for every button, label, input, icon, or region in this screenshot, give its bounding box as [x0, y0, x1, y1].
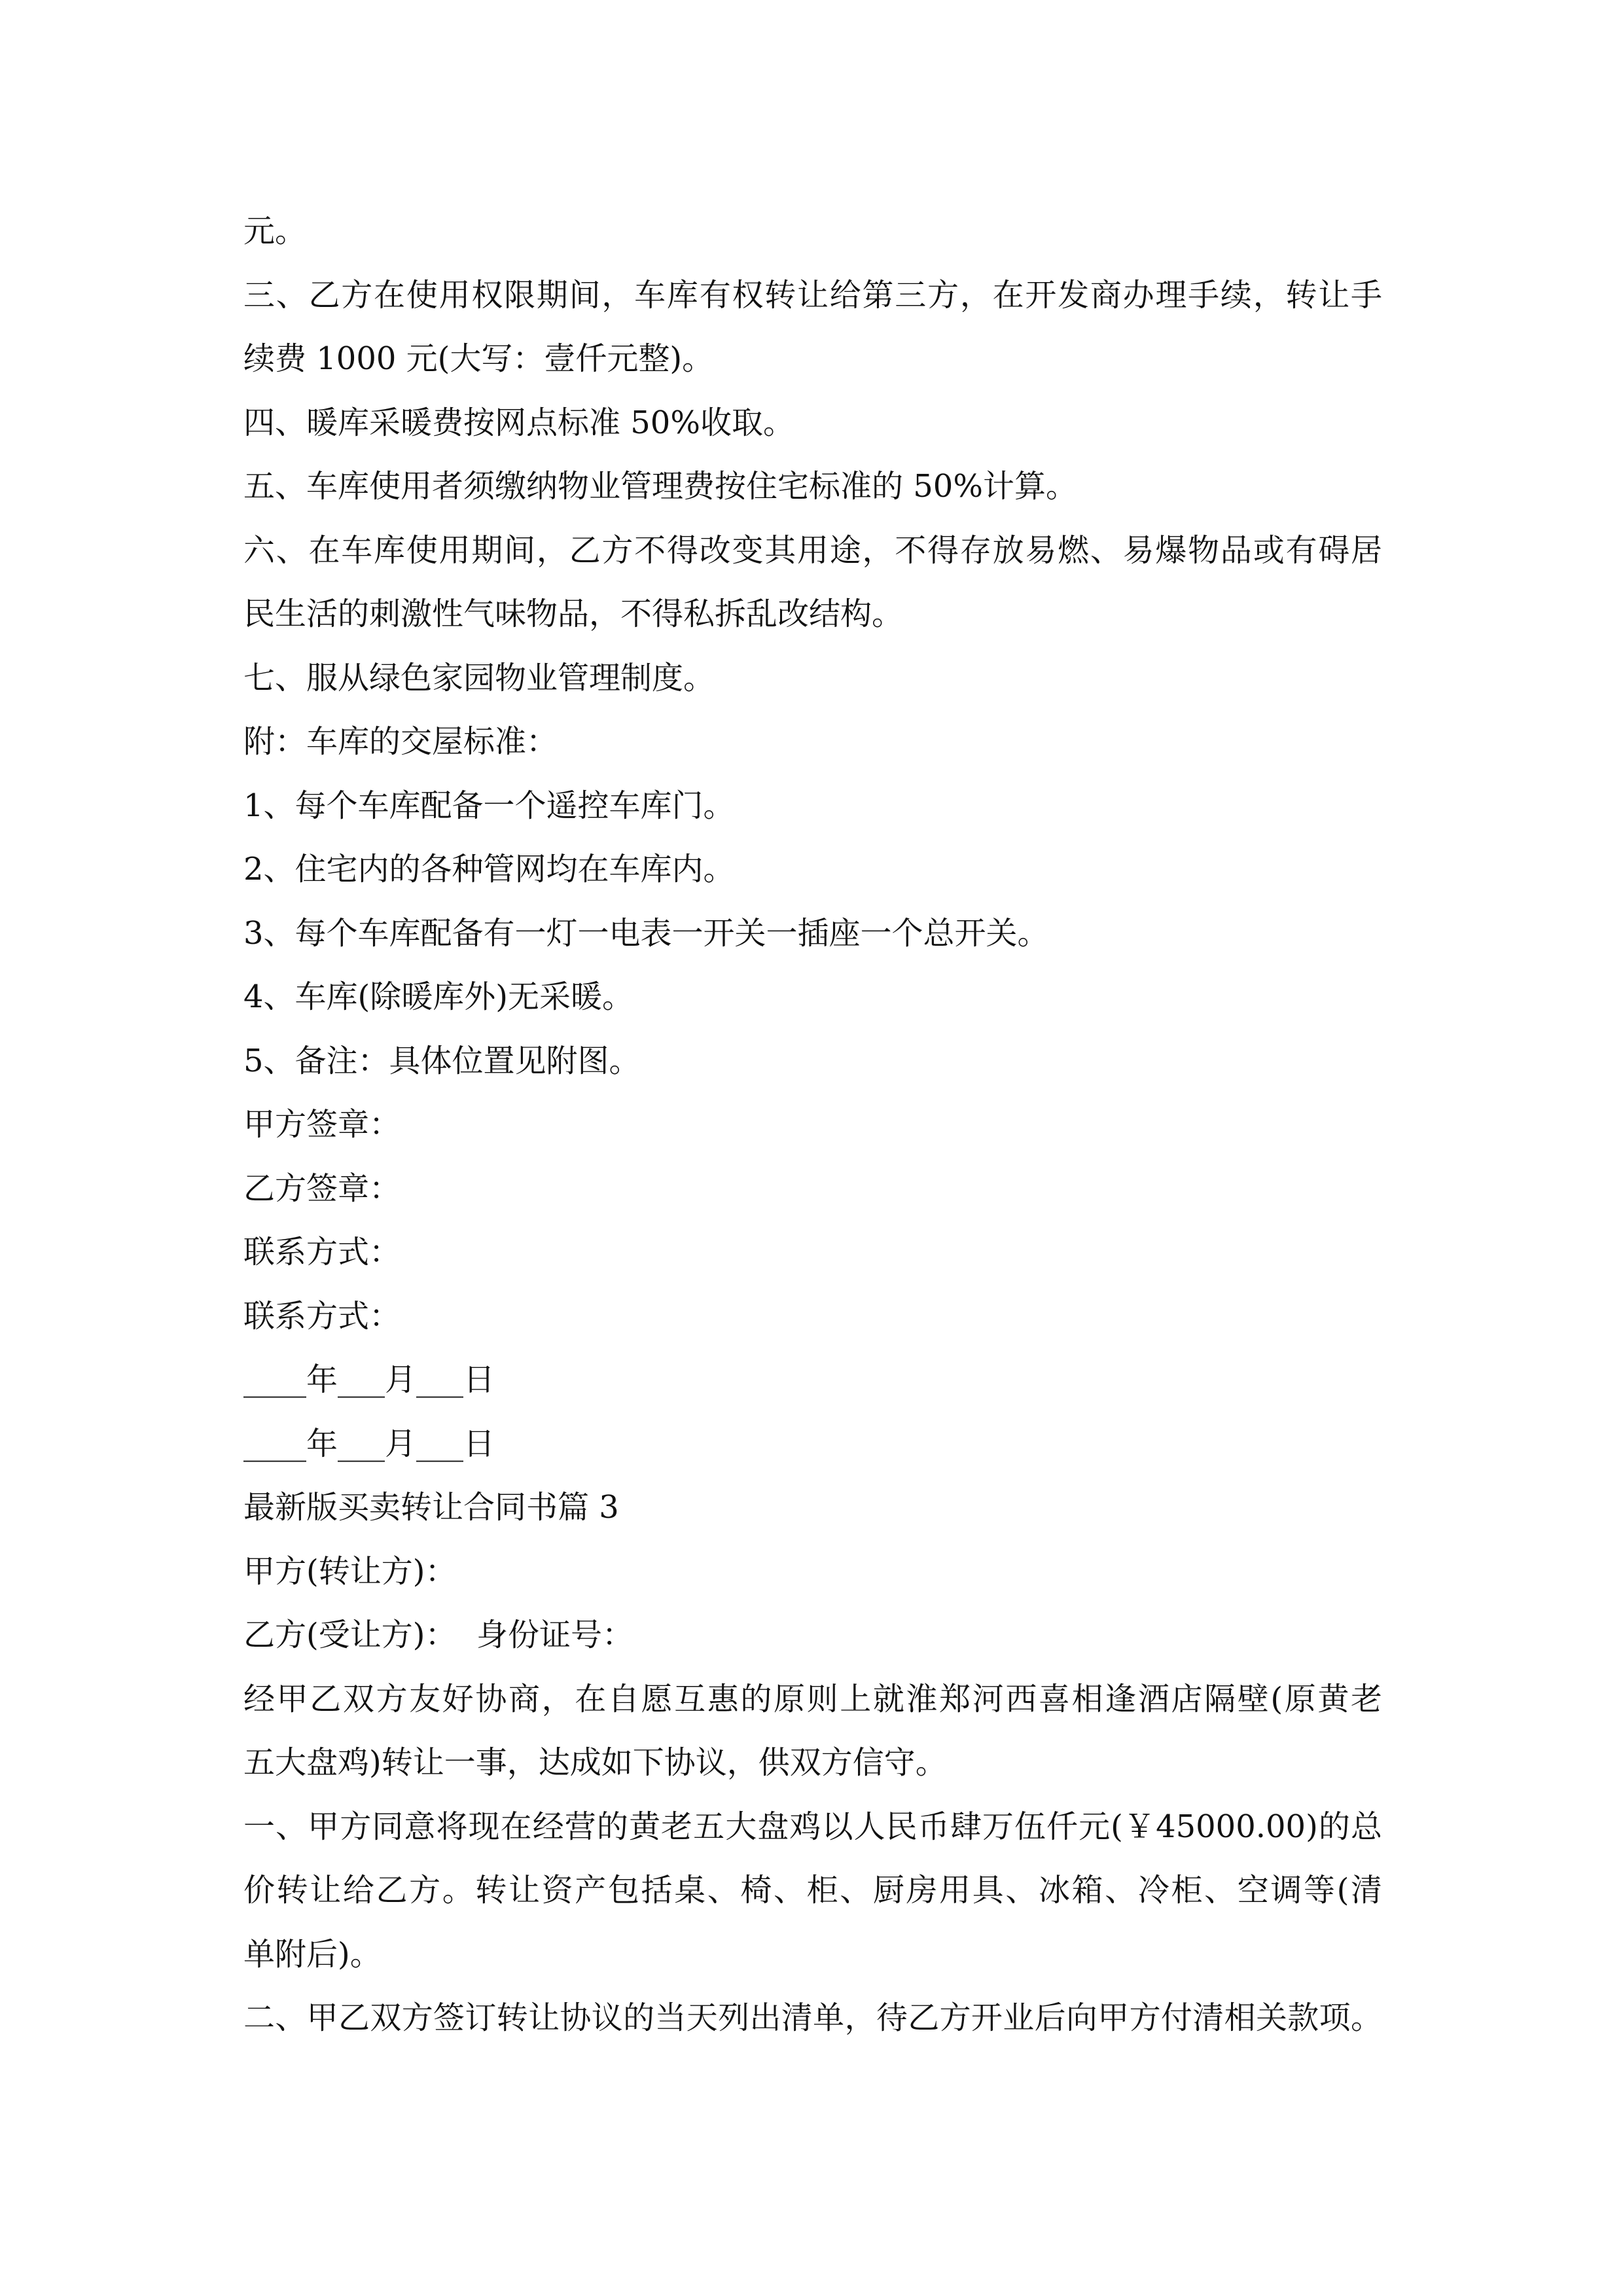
text-line: 价转让给乙方。转让资产包括桌、椅、柜、厨房用具、冰箱、冷柜、空调等(清: [243, 1872, 1382, 1909]
signature-label-party-b: 乙方签章：: [243, 1170, 401, 1207]
contact-label: 联系方式：: [243, 1234, 401, 1270]
text-line: 民生活的刺激性气味物品，不得私拆乱改结构。: [243, 596, 904, 632]
contact-label: 联系方式：: [243, 1297, 401, 1335]
signature-label-party-a: 甲方签章：: [243, 1106, 401, 1143]
text-line: 六、在车库使用期间，乙方不得改变其用途，不得存放易燃、易爆物品或有碍居: [243, 531, 1382, 569]
text-line: 元。: [243, 213, 307, 249]
document-body: [243, 200, 1382, 2051]
text-line: 一、甲方同意将现在经营的黄老五大盘鸡以人民币肆万伍仟元(￥45000.00)的总: [243, 1808, 1382, 1845]
text-line: 乙方(受让方)： 身份证号：: [243, 1617, 633, 1653]
date-line: ____年___月___日: [243, 1361, 495, 1398]
text-line: 5、备注：具体位置见附图。: [243, 1042, 641, 1079]
text-line: 三、乙方在使用权限期间，车库有权转让给第三方，在开发商办理手续，转让手: [243, 276, 1382, 314]
text-line: 1、每个车库配备一个遥控车库门。: [243, 787, 735, 824]
text-line: 甲方(转让方)：: [243, 1552, 457, 1590]
text-line: 五、车库使用者须缴纳物业管理费按住宅标准的 50%计算。: [243, 468, 1077, 505]
text-line: 4、车库(除暖库外)无采暖。: [243, 978, 633, 1015]
text-line: 2、住宅内的各种管网均在车库内。: [243, 851, 735, 888]
text-line: 3、每个车库配备有一灯一电表一开关一插座一个总开关。: [243, 914, 1049, 952]
text-line: 四、暖库采暖费按网点标准 50%收取。: [243, 404, 794, 441]
text-line: 五大盘鸡)转让一事，达成如下协议，供双方信守。: [243, 1744, 947, 1781]
text-line: 续费 1000 元(大写：壹仟元整)。: [243, 340, 714, 377]
text-line: 单附后)。: [243, 1935, 382, 1973]
text-line: 七、服从绿色家园物业管理制度。: [243, 659, 715, 696]
date-line: ____年___月___日: [243, 1425, 495, 1462]
section-title: 最新版买卖转让合同书篇 3: [243, 1489, 619, 1526]
text-line: 附：车库的交屋标准：: [243, 723, 558, 760]
text-line: 二、甲乙双方签订转让协议的当天列出清单，待乙方开业后向甲方付清相关款项。: [243, 2000, 1382, 2036]
text-line: 经甲乙双方友好协商，在自愿互惠的原则上就淮郑河西喜相逢酒店隔壁(原黄老: [243, 1680, 1382, 1717]
